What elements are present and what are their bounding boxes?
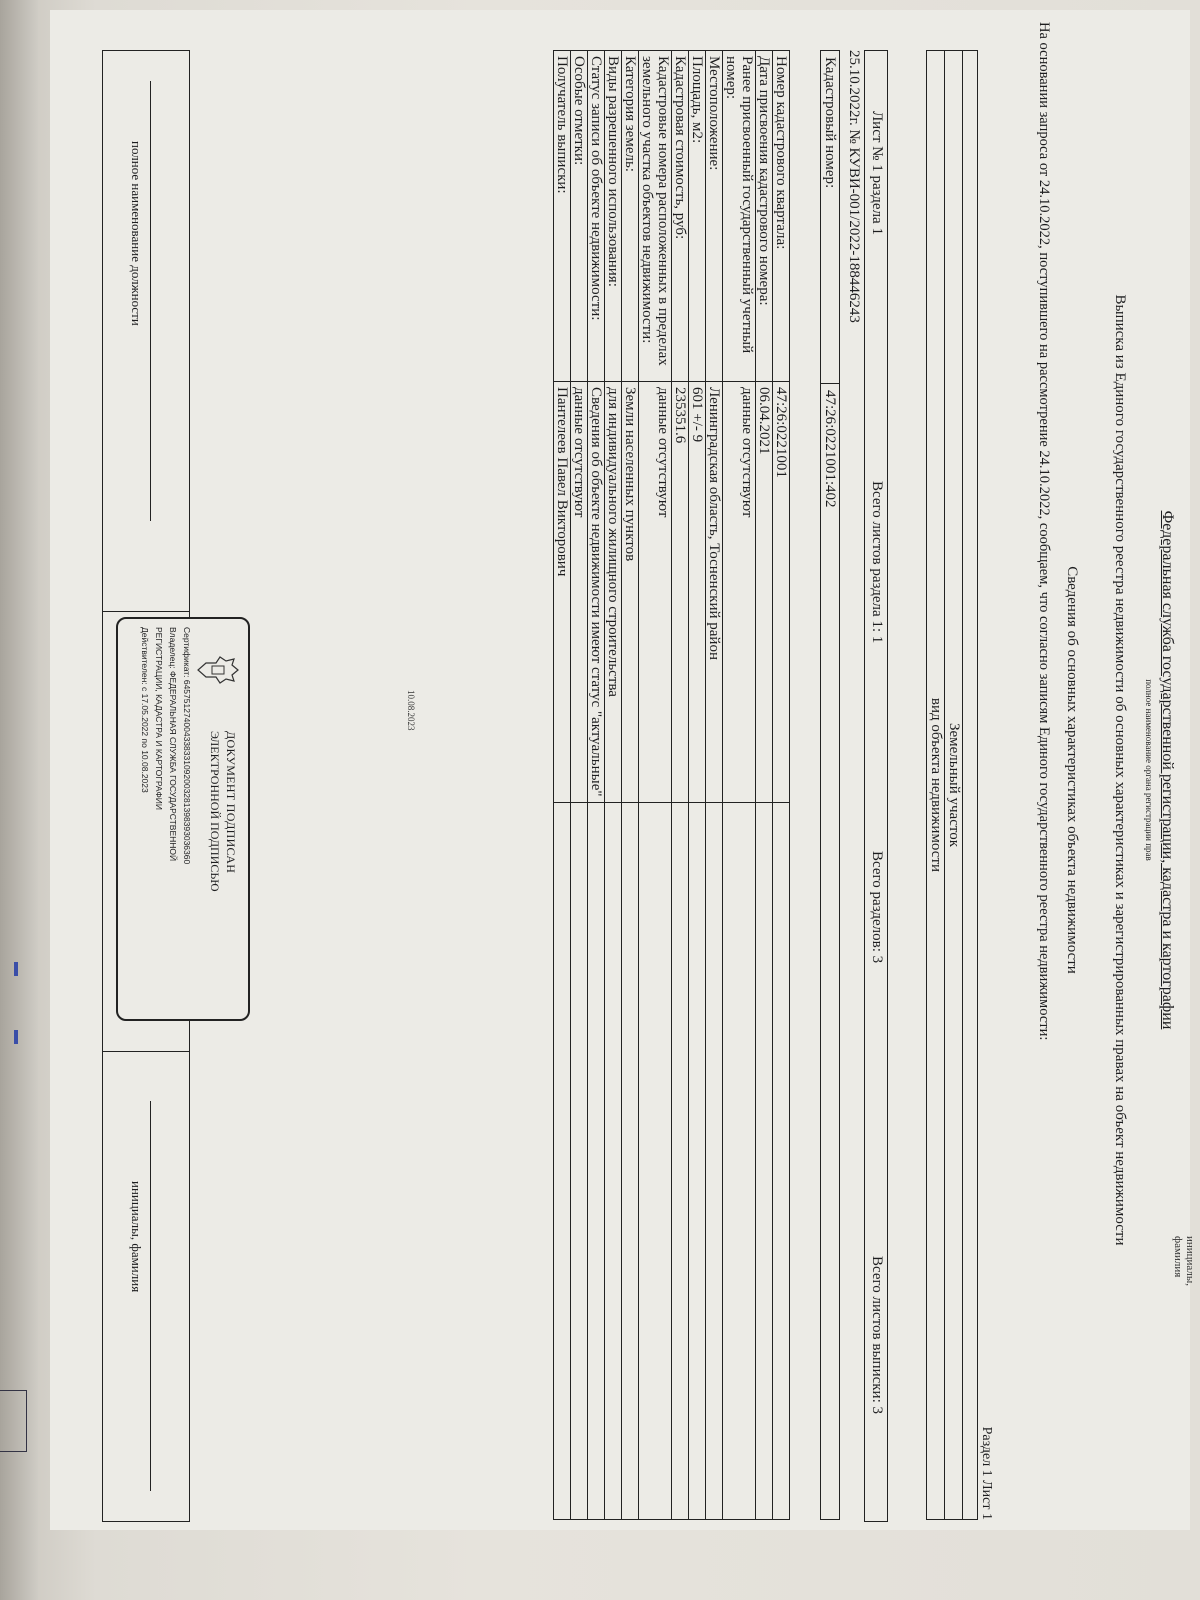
characteristic-row — [588, 51, 605, 1520]
characteristic-value: данные отсутствуют — [571, 382, 588, 803]
characteristic-row — [672, 51, 689, 1520]
stamp-owner-continued: РЕГИСТРАЦИИ, КАДАСТРА И КАРТОГРАФИИ — [154, 627, 164, 810]
blank-cell — [963, 51, 978, 1520]
cadastral-number-table — [820, 50, 840, 1520]
empty-cell — [622, 803, 639, 1520]
extract-document — [50, 10, 1190, 1530]
object-type: Земельный участок — [945, 51, 963, 1520]
characteristic-label: Особые отметки: — [571, 51, 588, 382]
name-line — [150, 1101, 151, 1491]
stamp-subtitle: ЭЛЕКТРОННОЙ ПОДПИСЬЮ — [208, 731, 222, 892]
empty-cell — [571, 803, 588, 1520]
characteristic-label: Местоположение: — [706, 51, 723, 382]
characteristic-value: 601 +/- 9 — [689, 382, 706, 803]
empty-cell — [689, 803, 706, 1520]
blue-ink-mark — [14, 962, 18, 976]
characteristic-label: Номер кадастрового квартала: — [773, 51, 790, 382]
characteristic-row — [571, 51, 588, 1520]
empty-cell — [605, 803, 622, 1520]
characteristic-value: Сведения об объекте недвижимости имеют статус "актуальные" — [588, 382, 605, 803]
empty-cell — [672, 803, 689, 1520]
stamp-owner: Владелец: ФЕДЕРАЛЬНАЯ СЛУЖБА ГОСУДАРСТВЕННОЙ — [168, 627, 178, 862]
total-sheets-section: Всего листов раздела 1: 1 — [869, 481, 885, 644]
characteristic-label: Дата присвоения кадастрового номера: — [756, 51, 773, 382]
request-text: На основании запроса от 24.10.2022, поступившего на рассмотрение 24.10.2022, сообщаем, что согласно записям Единого государственного реестра недвижимости: — [1036, 22, 1052, 1041]
object-type-caption: вид объекта недвижимости — [927, 51, 945, 1520]
position-caption: полное наименование должности — [129, 141, 144, 326]
blue-ink-mark — [14, 1030, 18, 1044]
cadastral-label: Кадастровый номер: — [821, 51, 840, 384]
edge-date: 10.08.2023 — [406, 690, 416, 731]
characteristic-value: для индивидуального жилищного строительства — [605, 382, 622, 803]
footer-divider — [103, 1051, 189, 1052]
characteristic-row — [605, 51, 622, 1520]
stamp-validity: Действителен: с 17.05.2022 по 10.08.2023 — [140, 627, 150, 793]
characteristic-row — [773, 51, 790, 1520]
agency-caption: полное наименование органа регистрации прав — [1144, 679, 1154, 861]
characteristic-value: Земли населенных пунктов — [622, 382, 639, 803]
footer-divider — [103, 611, 189, 612]
characteristic-row — [689, 51, 706, 1520]
characteristics-table — [553, 50, 790, 1520]
characteristic-label: Статус записи об объекте недвижимости: — [588, 51, 605, 382]
characteristic-value: 47:26:0221001 — [773, 382, 790, 803]
stamp-certificate: Сертификат: 645751274004338331092003281398393036360 — [182, 627, 192, 865]
document-subtitle: Сведения об основных характеристиках объекта недвижимости — [1064, 566, 1080, 974]
characteristic-value: Пантелеев Павел Викторович — [554, 382, 571, 803]
characteristic-label: Категория земель: — [622, 51, 639, 382]
underlying-sheet-edge — [0, 0, 38, 1600]
underlying-sheet-box — [0, 1390, 27, 1452]
extract-number: 25.10.2022г. № КУВИ-001/2022-188446243 — [846, 50, 862, 323]
empty-cell — [756, 803, 773, 1520]
characteristic-row — [706, 51, 723, 1520]
characteristic-value: 06.04.2021 — [756, 382, 773, 803]
empty-cell — [639, 803, 672, 1520]
characteristic-row — [554, 51, 571, 1520]
characteristic-label: Кадастровая стоимость, руб: — [672, 51, 689, 382]
name-caption: инициалы, фамилия — [129, 1181, 144, 1293]
characteristic-row — [639, 51, 672, 1520]
characteristic-label: Виды разрешенного использования: — [605, 51, 622, 382]
coat-of-arms-icon — [196, 655, 240, 685]
characteristic-label: Ранее присвоенный государственный учетный номер: — [723, 51, 756, 382]
empty-cell — [706, 803, 723, 1520]
total-sheets: Всего листов выписки: 3 — [869, 1256, 885, 1414]
characteristic-row — [723, 51, 756, 1520]
position-line — [150, 81, 151, 521]
characteristic-value: 235351.6 — [672, 382, 689, 803]
agency-name: Федеральная служба государственной регистрации, кадастра и картографии — [1159, 510, 1176, 1030]
characteristic-value: данные отсутствуют — [639, 382, 672, 803]
document-title: Выписка из Единого государственного реестра недвижимости об основных характеристиках и зарегистрированных правах на объект недвижимости — [1112, 294, 1128, 1246]
cadastral-value: 47:26:0221001:402 — [821, 384, 840, 1520]
empty-cell — [723, 803, 756, 1520]
characteristic-row — [756, 51, 773, 1520]
characteristic-label: Площадь, м2: — [689, 51, 706, 382]
sheet-of-section: Лист № 1 раздела 1 — [869, 111, 885, 235]
characteristic-row — [622, 51, 639, 1520]
edge-caption: инициалы, фамилия — [1172, 1236, 1196, 1287]
total-sections: Всего разделов: 3 — [869, 851, 885, 964]
empty-cell — [554, 803, 571, 1520]
section-label: Раздел 1 Лист 1 — [979, 1426, 994, 1520]
empty-cell — [773, 803, 790, 1520]
stamp-title: ДОКУМЕНТ ПОДПИСАН — [224, 731, 238, 874]
characteristic-value: данные отсутствуют — [723, 382, 756, 803]
electronic-signature-stamp — [116, 617, 250, 1021]
object-type-table — [926, 50, 978, 1520]
characteristic-value: Ленинградская область, Тосненский район — [706, 382, 723, 803]
sheet-info-row — [864, 50, 888, 1522]
characteristic-label: Кадастровые номера расположенных в пределах земельного участка объектов недвижимости: — [639, 51, 672, 382]
empty-cell — [588, 803, 605, 1520]
characteristic-label: Получатель выписки: — [554, 51, 571, 382]
